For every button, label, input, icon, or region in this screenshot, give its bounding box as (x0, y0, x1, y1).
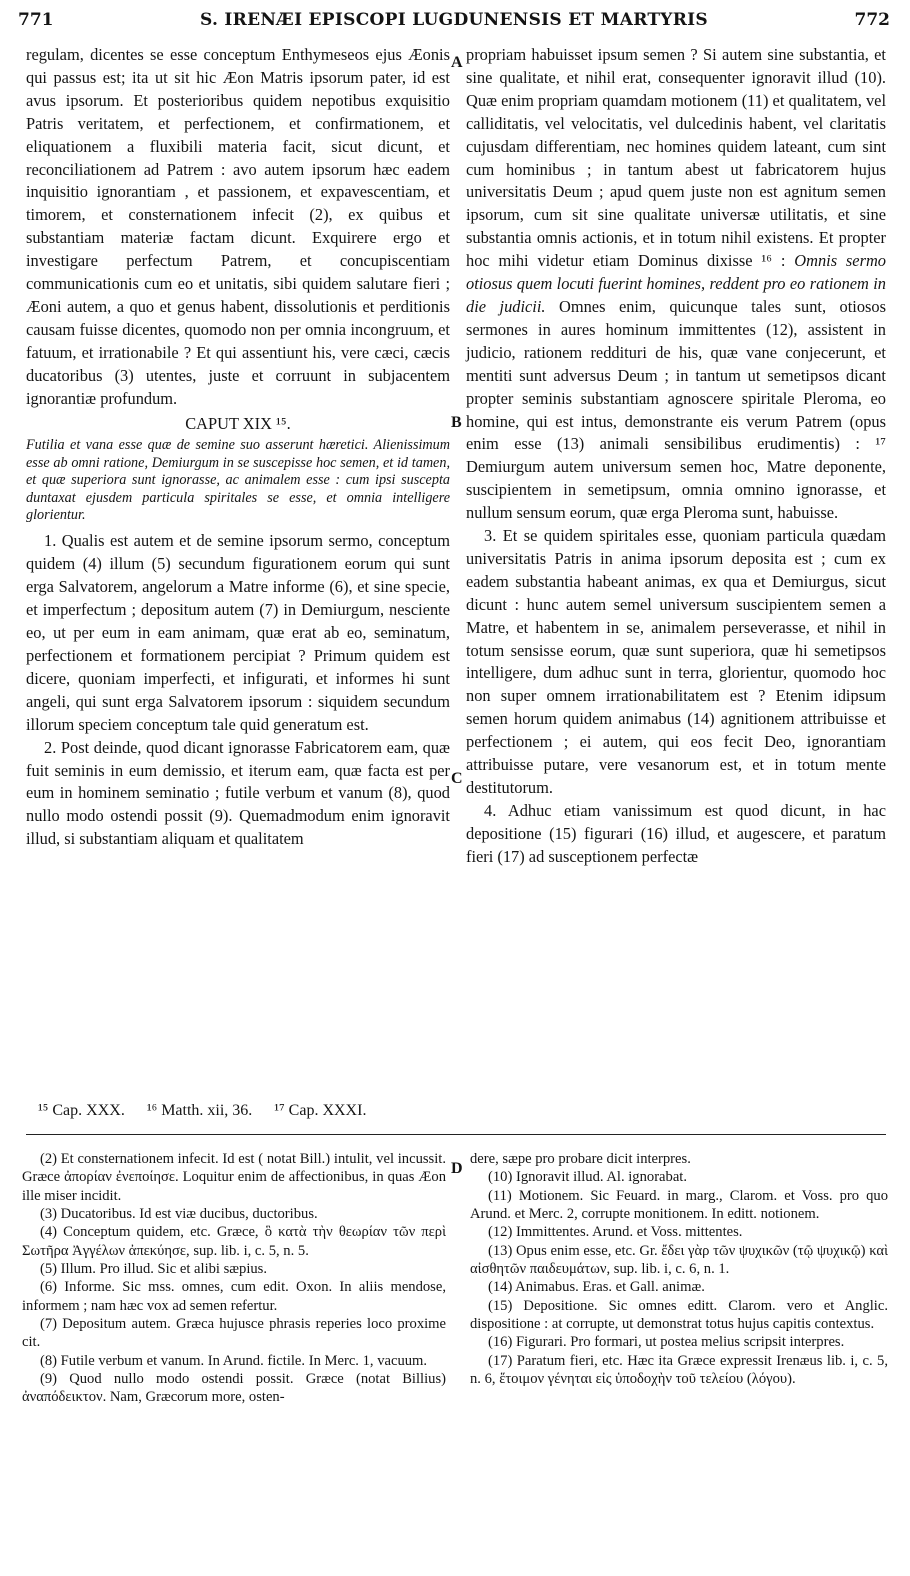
body-paragraph (466, 44, 886, 525)
chapter-heading: CAPUT XIX ¹⁵. (185, 413, 291, 433)
body-paragraph: 2. Post deinde, quod dicant ignorasse Fabricatorem eam, quæ fuit seminis in eum demissio, et iterum eam, quæ facta est per eum in hominem seminatio ; futile verbum et vanum (8), quod nullo modo ostendi possit (9). Quemadmodum enim ignoravit illud, si substantiam aliquam et qualitatem (26, 737, 450, 849)
body-text: propriam habuisset ipsum semen ? Si autem sine substantia, et sine qualitate, et nihil erat, consequenter ignoravit illud (10). Quæ enim propriam quamdam motionem (11) et qualitatem, vel calliditatis, vel velocitatis, vel dulcedinis habent, vel claritatis cujusdam differentiam, nec homines quidem lateant, cum sint cum hominibus ; in tantum abest ut fabricatorem hujus universitatis Deum ; apud quem juste non est agnitum semen ipsorum, cum sit sine qualitate universæ utilitatis, et sine substantia omnis actionis, et in totum nihil existens. Et propter hoc mihi videtur etiam Dominus dixisse ¹⁶ : (466, 45, 886, 271)
body-paragraph: 4. Adhuc etiam vanissimum est quod dicunt, in hac depositione (15) figurari (16) illud, et augescere, et paratum fieri (17) ad susceptionem perfectæ (466, 800, 886, 866)
margin-letter-d: D (451, 1160, 463, 1177)
margin-letter-c: C (451, 770, 463, 787)
page-number-left: 771 (18, 10, 54, 30)
scripture-quotation: Omnis sermo otiosus quem locuti fuerint homines, reddent pro eo rationem in die judicii. (466, 251, 886, 316)
footnote-ref: ¹⁶ Matth. xii, 36. (146, 1102, 253, 1119)
divider-rule (26, 1134, 886, 1135)
body-paragraph: regulam, dicentes se esse conceptum Enthymeseos ejus Æonis qui passus est; ita ut sit hic Æon Matris ipsorum pater, id est avus ipsorum. Et posterioribus quidem nepotibus exquisitio Patris veritatem, et perfectionem, et confirmationem, et eliquationem a fluxibili materia facit, sicut dicunt, et reconciliationem ad Patrem : avo autem ipsorum hæc eadem inquisitio ignorantiam , et passionem, et expavescentiam, et timorem, et consternationem infecit (2), ex quibus et substantiam materiæ factam dicunt. Exquirere ergo et investigare perfectum Patrem, et concupiscentiam communicationis cum eo et unitatis, sibi quidem salutare fieri ; Æoni autem, a quo et genus habent, dissolutionis et perditionis causam fuisse dicentes, quomodo non per omnia incongruum, et fatuum, et irrationabile ? Et qui assentiunt his, vere cæci, cæcis ducatoribus (3) utentes, juste et corruunt in subjacentem ignorantiæ profundum. (26, 45, 450, 408)
scripture-footnotes (38, 1102, 478, 1120)
body-text: Omnes enim, quicunque tales sunt, otiosos sermones in aures hominum immittentes (12), assistent in judicio, rationem reddituri de his, quæ vane conjecerunt, et mentiti sunt adversus Deum ; in tantum ut semetipsos dicant propter seminis substantiam agnoscere spiritale Pleroma, eo homine, qui est intus, demonstrante eis verum Patrem (opus enim esse (13) animali sensibilibus erudimentis) : ¹⁷ Demiurgum autem universum semen hoc, Matre deponente, suscipientem in semetipsum, omnia omnino ignorasse, et nullum sensum eorum, quæ erga Pleroma sunt, habuisse. (466, 296, 887, 523)
editorial-note: (2) Et consternationem infecit. Id est ( notat Bill.) intulit, vel incussit. Græce ἀπορίαν ἐνεποίησε. Loquitur enim de affectionibus, in quas Æon ille miser incidit. (22, 1151, 446, 1204)
notes-right-column (470, 1150, 888, 1550)
editorial-note: (4) Conceptum quidem, etc. Græce, ὃ κατὰ τὴν θεωρίαν τῶν περὶ Σωτῆρα Ἀγγέλων ἀπεκύησε, sup. lib. i, c. 5, n. 5. (22, 1224, 446, 1259)
margin-letter-a: A (451, 54, 463, 71)
body-paragraph: 1. Qualis est autem et de semine ipsorum sermo, conceptum quidem (4) illum (5) secundum figurationem eorum qui sunt erga Salvatorem, angelorum a Matre informe (6), et sine specie, et imperfectum ; depositum autem (7) in Demiurgum, nesciente eo, ut per eum in eam animam, quæ erat ab eo, seminatum, perfectionem et formationem percipiat ? Primum quidem est dicere, quoniam imperfecti, et infigurati, et informes hi sunt angeli, qui sunt erga Salvatorem ipsorum : siquidem secundum illorum speciem conceptum tale quid generatum est. (26, 531, 450, 734)
footnote-ref: ¹⁷ Cap. XXXI. (274, 1102, 367, 1119)
editorial-note: (8) Futile verbum et vanum. In Arund. fictile. In Merc. 1, vacuum. (40, 1352, 428, 1369)
editorial-note: (10) Ignoravit illud. Al. ignorabat. (488, 1169, 688, 1186)
editorial-note: (17) Paratum fieri, etc. Hæc ita Græce expressit Irenæus lib. i, c. 5, n. 6, ἕτοιμον γένηται εἰς ὑποδοχὴν τοῦ τελείου (λόγου). (470, 1352, 888, 1388)
editorial-note: (5) Illum. Pro illud. Sic et alibi sæpius. (40, 1261, 268, 1278)
chapter-summary: Futilia et vana esse quæ de semine suo asserunt hæretici. Alienissimum esse ab omni ratione, Demiurgum in se suscepisse hoc semen, et id tamen, et quæ superiora sunt ignorasse, ac animalem esse : cum ipsi suscepta duntaxat ejusdem particula spiritales se esse, et omnia intelligere glorientur. (26, 437, 450, 524)
footnote-ref: ¹⁵ Cap. XXX. (38, 1102, 125, 1119)
editorial-note: dere, sæpe pro probare dicit interpres. (470, 1151, 691, 1167)
main-text-left-column (26, 44, 450, 1092)
editorial-note: (7) Depositum autem. Græca hujusce phrasis reperies loco proxime cit. (22, 1316, 446, 1351)
editorial-note: (6) Informe. Sic mss. omnes, cum edit. Oxon. In aliis mendose, informem ; nam hæc vox ad semen refertur. (22, 1279, 446, 1314)
page-number-right: 772 (854, 10, 890, 30)
running-title: S. IRENÆI EPISCOPI LUGDUNENSIS ET MARTYRIS (200, 10, 708, 30)
running-header (18, 4, 890, 40)
body-paragraph: 3. Et se quidem spiritales esse, quoniam particula quædam universitatis Patris in anima ipsorum deposita est ; cum ex eadem substantia habeant animas, ex qua et Demiurgus, sicut dicunt : hunc autem semel universum suscipientem semen a Matre, et habentem in se, animalem perseverasse, et nihil in totum sensisse eorum, quæ sunt superiora, quæ hi semetipsos intelligere, dum adhuc sunt in terra, glorientur, quomodo hoc non super omnem irrationabilitatem est ? Etenim idipsum semen horum quidem animabus (14) agnitionem attribuisse et perfectionem ; ei autem, qui eos fecit Deo, ignorantiam attribuisse putare, vere vesanorum est, et in totum mente destitutorum. (466, 526, 886, 797)
editorial-note: (11) Motionem. Sic Feuard. in marg., Clarom. et Voss. pro quo Arund. et Merc. 2, corrupte monitionem. In editt. notionem. (470, 1187, 888, 1223)
editorial-note: (14) Animabus. Eras. et Gall. animæ. (488, 1279, 705, 1296)
editorial-note: (3) Ducatoribus. Id est viæ ducibus, ductoribus. (40, 1206, 318, 1223)
editorial-note: (13) Opus enim esse, etc. Gr. ἔδει γὰρ τῶν ψυχικῶν (τῷ ψυχικῷ) καὶ αἰσθητῶν παιδευμάτων, sup. lib. i, c. 6, n. 1. (470, 1242, 888, 1278)
editorial-note: (12) Immittentes. Arund. et Voss. mittentes. (488, 1224, 743, 1241)
editorial-note: (9) Quod nullo modo ostendi possit. Græce (notat Billius) ἀναπόδεικτον. Nam, Græcorum more, osten- (22, 1371, 446, 1406)
margin-letter-b: B (451, 414, 462, 431)
main-text-right-column (466, 44, 886, 1092)
editorial-note: (15) Depositione. Sic omnes editt. Clarom. vero et Anglic. dispositione : at corrupte, ut demonstrat totus hujus capitis contextus. (470, 1297, 888, 1333)
editorial-note: (16) Figurari. Pro formari, ut postea melius scripsit interpres. (488, 1334, 845, 1351)
notes-left-column (22, 1150, 446, 1550)
